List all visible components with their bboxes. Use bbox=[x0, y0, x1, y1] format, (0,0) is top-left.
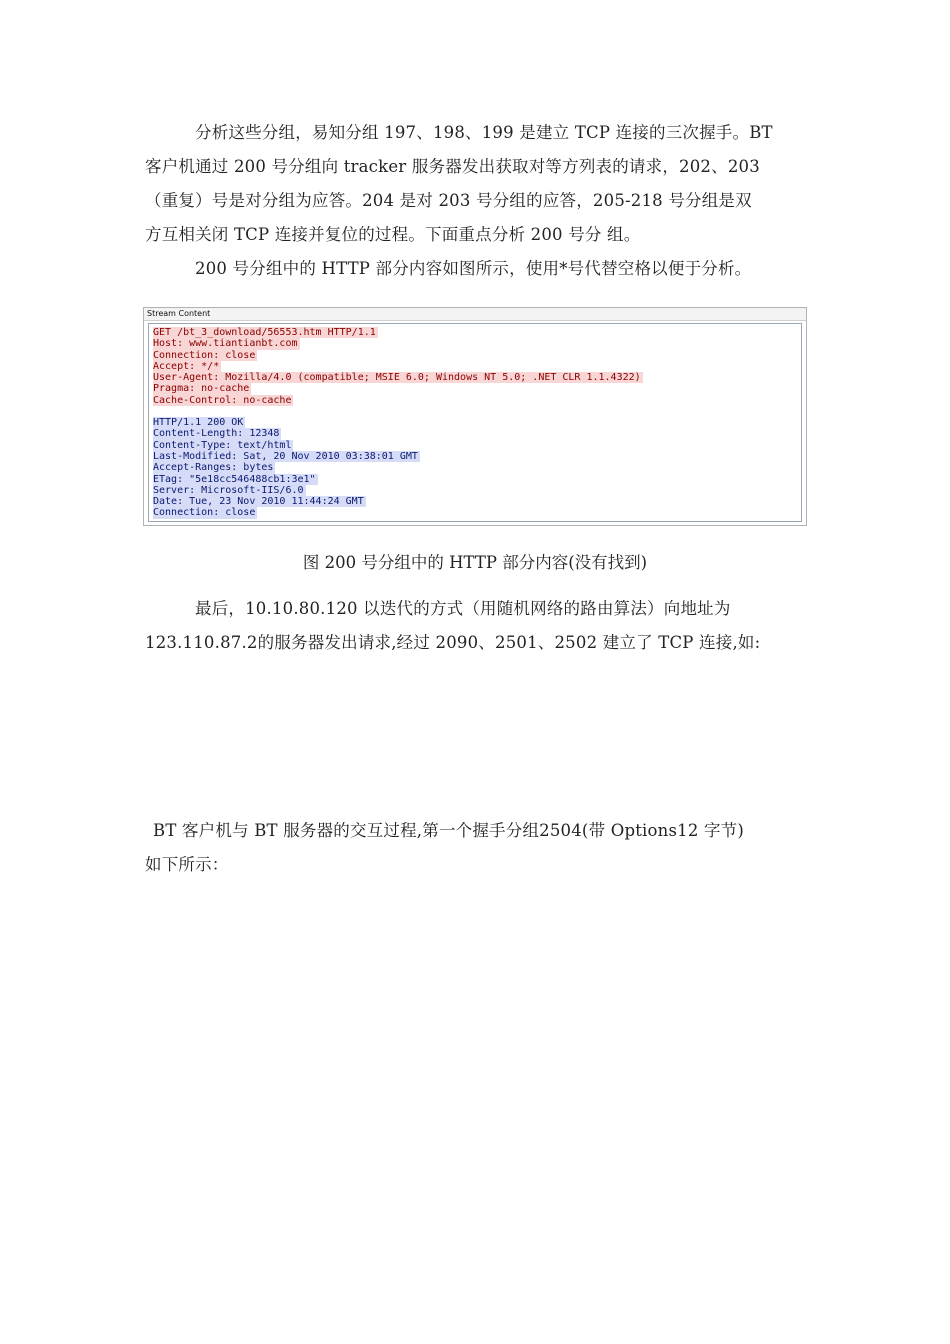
text-line: 如下所示： bbox=[145, 855, 229, 874]
text-line: 分析这些分组，易知分组 197、198、199 是建立 TCP 连接的三次握手。BT bbox=[195, 123, 773, 142]
text-line: 客户机通过 200 号分组向 tracker 服务器发出获取对等方列表的请求，202、203 bbox=[145, 157, 760, 176]
stream-body bbox=[148, 323, 802, 522]
iteration-paragraph bbox=[145, 592, 810, 660]
response-line: ETag: "5e18cc546488cb1:3e1" bbox=[153, 473, 316, 485]
http-intro-paragraph bbox=[145, 252, 810, 286]
text-line: 最后，10.10.80.120 以迭代的方式（用随机网络的路由算法）向地址为 bbox=[195, 599, 731, 618]
handshake-paragraph bbox=[145, 814, 810, 882]
response-line: Content-Length: 12348 bbox=[153, 428, 280, 440]
analysis-paragraph bbox=[145, 116, 810, 252]
figure-caption: 图 200 号分组中的 HTTP 部分内容(没有找到) bbox=[302, 553, 648, 572]
response-line: Connection: close bbox=[153, 507, 256, 519]
text-line: BT 客户机与 BT 服务器的交互过程,第一个握手分组2504(带 Options12 字节) bbox=[153, 821, 745, 840]
stream-title: Stream Content bbox=[144, 308, 806, 321]
text-line: （重复）号是对分组为应答。204 是对 203 号分组的应答，205-218 号分组是双 bbox=[145, 191, 752, 210]
request-line: Pragma: no-cache bbox=[153, 383, 250, 395]
request-line: User-Agent: Mozilla/4.0 (compatible; MSIE 6.0; Windows NT 5.0; .NET CLR 1.1.4322) bbox=[153, 372, 641, 384]
request-line: Connection: close bbox=[153, 349, 256, 361]
text-line: 123.110.87.2的服务器发出请求,经过 2090、2501、2502 建立了 TCP 连接,如: bbox=[145, 633, 761, 652]
response-line: Date: Tue, 23 Nov 2010 11:44:24 GMT bbox=[153, 496, 364, 508]
stream-content-screenshot bbox=[143, 307, 807, 526]
request-line: GET /bt_3_download/56553.htm HTTP/1.1 bbox=[153, 327, 376, 338]
request-line: Host: www.tiantianbt.com bbox=[153, 338, 298, 350]
response-line: Server: Microsoft-IIS/6.0 bbox=[153, 484, 304, 496]
text-line: 方互相关闭 TCP 连接并复位的过程。下面重点分析 200 号分 组。 bbox=[145, 225, 641, 244]
response-line: HTTP/1.1 200 OK bbox=[153, 417, 244, 429]
response-line: Content-Type: text/html bbox=[153, 439, 292, 451]
text-line: 200 号分组中的 HTTP 部分内容如图所示，使用*号代替空格以便于分析。 bbox=[195, 259, 752, 278]
request-line: Cache-Control: no-cache bbox=[153, 394, 292, 406]
response-line: Accept-Ranges: bytes bbox=[153, 462, 274, 474]
response-line: Last-Modified: Sat, 20 Nov 2010 03:38:01 GMT bbox=[153, 450, 418, 462]
blank-line bbox=[153, 406, 797, 417]
request-line: Accept: */* bbox=[153, 360, 220, 372]
